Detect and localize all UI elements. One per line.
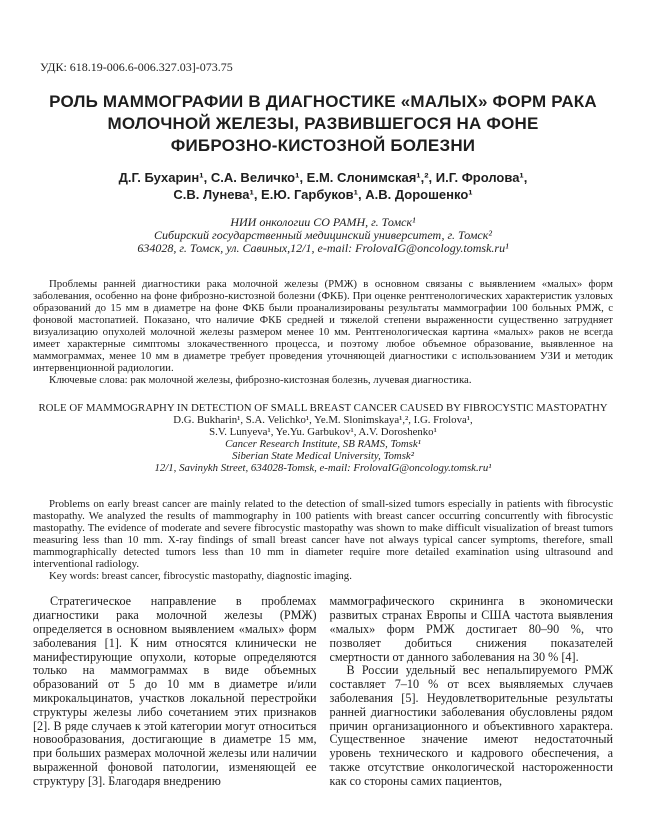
abstract-ru bbox=[33, 279, 613, 386]
body-paragraph-1-continued: маммографического скрининга в экономически развитых странах Европы и США частота выявления «малых» форм РМЖ достигает 80–90 %, что позволяет добиться снижения показателей смертности от данного заболевания на 30 % [4]. bbox=[329, 594, 613, 664]
authors-ru-line2: С.В. Лунева¹, Е.Ю. Гарбуков¹, А.В. Дорошенко¹ bbox=[173, 186, 473, 202]
body-paragraph-1: Стратегическое направление в проблемах диагностики рака молочной железы (РМЖ) определяется в основном выявлением «малых» форм заболевания [1]. К ним относятся клинически не манифестирующие опухоли, которые определяются только на маммограммах в виде объемных образований от 5 до 10 мм в диаметре и/или микрокальцинатов, участков локальной перестройки структуры железы либо сочетанием этих признаков [2]. В ряде случаев к этой категории могут относиться новообразования, достигающие в диаметре 15 мм, при больших размерах молочной железы или наличии выраженной фоновой патологии, изменяющей ее структуру [3]. Благодаря внедрению bbox=[33, 594, 317, 788]
english-header bbox=[33, 402, 613, 475]
affiliation-ru-line2: Сибирский государственный медицинский университет, г. Томск² bbox=[154, 227, 492, 242]
article-title-ru-line1: РОЛЬ МАММОГРАФИИ В ДИАГНОСТИКЕ «МАЛЫХ» ФОРМ РАКА bbox=[49, 92, 597, 111]
body-paragraph-2: В России удельный вес непальпируемого РМЖ составляет 7–10 % от всех выявляемых случаев заболевания [5]. Неудовлетворительные результаты ранней диагностики заболевания обусловлены рядом причин организационного и объективного характера. Существенное значение имеют недостаточный уровень технического и кадрового обеспечения, а также отсутствие онкологической настороженности как со стороны самих пациентов, bbox=[329, 663, 613, 788]
keywords-en: Key words: breast cancer, fibrocystic mastopathy, diagnostic imaging. bbox=[49, 569, 352, 582]
authors-ru bbox=[30, 170, 616, 203]
affiliation-en-line2: Siberian State Medical University, Tomsk² bbox=[232, 449, 414, 462]
keywords-ru: Ключевые слова: рак молочной железы, фиброзно-кистозная болезнь, лучевая диагностика. bbox=[49, 373, 472, 386]
article-title-ru-line2: МОЛОЧНОЙ ЖЕЛЕЗЫ, РАЗВИВШЕГОСЯ НА ФОНЕ bbox=[107, 114, 539, 133]
abstract-en-text: Problems on early breast cancer are mainly related to the detection of small-sized tumors especially in patients with fibrocystic mastopathy. We analyzed the results of mammography in 100 patients with breast cancer occurring concurrently with fibrocystic mastopathy. The evidence of moderate and severe fibrocystic mastopathy was shown to make difficult visualization of breast tumors measuring less than 10 mm. X-ray findings of small breast cancer have not always typical cancer symptoms, therefore, small mammographically detected tumors less than 10 mm in diameter require more detailed examination using ultrasound and interventional radiology. bbox=[33, 498, 613, 570]
body-text bbox=[33, 595, 613, 788]
article-title-ru bbox=[30, 91, 616, 157]
affiliations-ru bbox=[30, 216, 616, 254]
affiliation-en-email: 12/1, Savinykh Street, 634028-Tomsk, e-mail: FrolovaIG@oncology.tomsk.ru¹ bbox=[154, 462, 492, 475]
authors-ru-line1: Д.Г. Бухарин¹, С.А. Величко¹, Е.М. Слонимская¹,², И.Г. Фролова¹, bbox=[118, 170, 528, 185]
article-title-ru-line3: ФИБРОЗНО-КИСТОЗНОЙ БОЛЕЗНИ bbox=[170, 136, 476, 155]
authors-en-line2: S.V. Lunyeva¹, Ye.Yu. Garbukov¹, A.V. Doroshenko¹ bbox=[209, 425, 437, 438]
authors-en-line1: D.G. Bukharin¹, S.A. Velichko¹, Ye.M. Slonimskaya¹,², I.G. Frolova¹, bbox=[173, 413, 473, 426]
affiliation-ru-email: 634028, г. Томск, ул. Савиных,12/1, e-mail: FrolovaIG@oncology.tomsk.ru¹ bbox=[137, 240, 509, 255]
body-column-left bbox=[33, 595, 317, 788]
article-title-en: ROLE OF MAMMOGRAPHY IN DETECTION OF SMALL BREAST CANCER CAUSED BY FIBROCYSTIC MASTOPATHY bbox=[38, 401, 608, 414]
abstract-en bbox=[33, 499, 613, 582]
affiliation-en-line1: Cancer Research Institute, SB RAMS, Tomsk¹ bbox=[225, 437, 421, 450]
affiliation-ru-line1: НИИ онкологии СО РАМН, г. Томск¹ bbox=[230, 215, 416, 229]
body-column-right bbox=[330, 595, 614, 788]
udc-code: УДК: 618.19-006.6-006.327.03]-073.75 bbox=[40, 60, 233, 74]
abstract-ru-text: Проблемы ранней диагностики рака молочной железы (РМЖ) в основном связаны с выявлением «малых» форм заболевания, особенно на фоне фиброзно-кистозной болезни (ФКБ). При оценке рентгенологических характеристик узловых образований до 15 мм в диаметре на фоне ФКБ были проанализированы результаты маммографии 100 больных РМЖ, с фоновой мастопатией. Показано, что наличие ФКБ средней и тяжелой степени выраженности существенно затрудняет визуализацию опухолей молочной железы размером менее 10 мм. Рентгенологическая картина «малых» раков не всегда имеет характерные симптомы злокачественного процесса, и поэтому любое объемное образование, выявленное на маммограммах, менее 10 мм в диаметре требует проведения уточняющей диагностики с использованием УЗИ и методик интервенционной радиологии. bbox=[33, 278, 613, 374]
